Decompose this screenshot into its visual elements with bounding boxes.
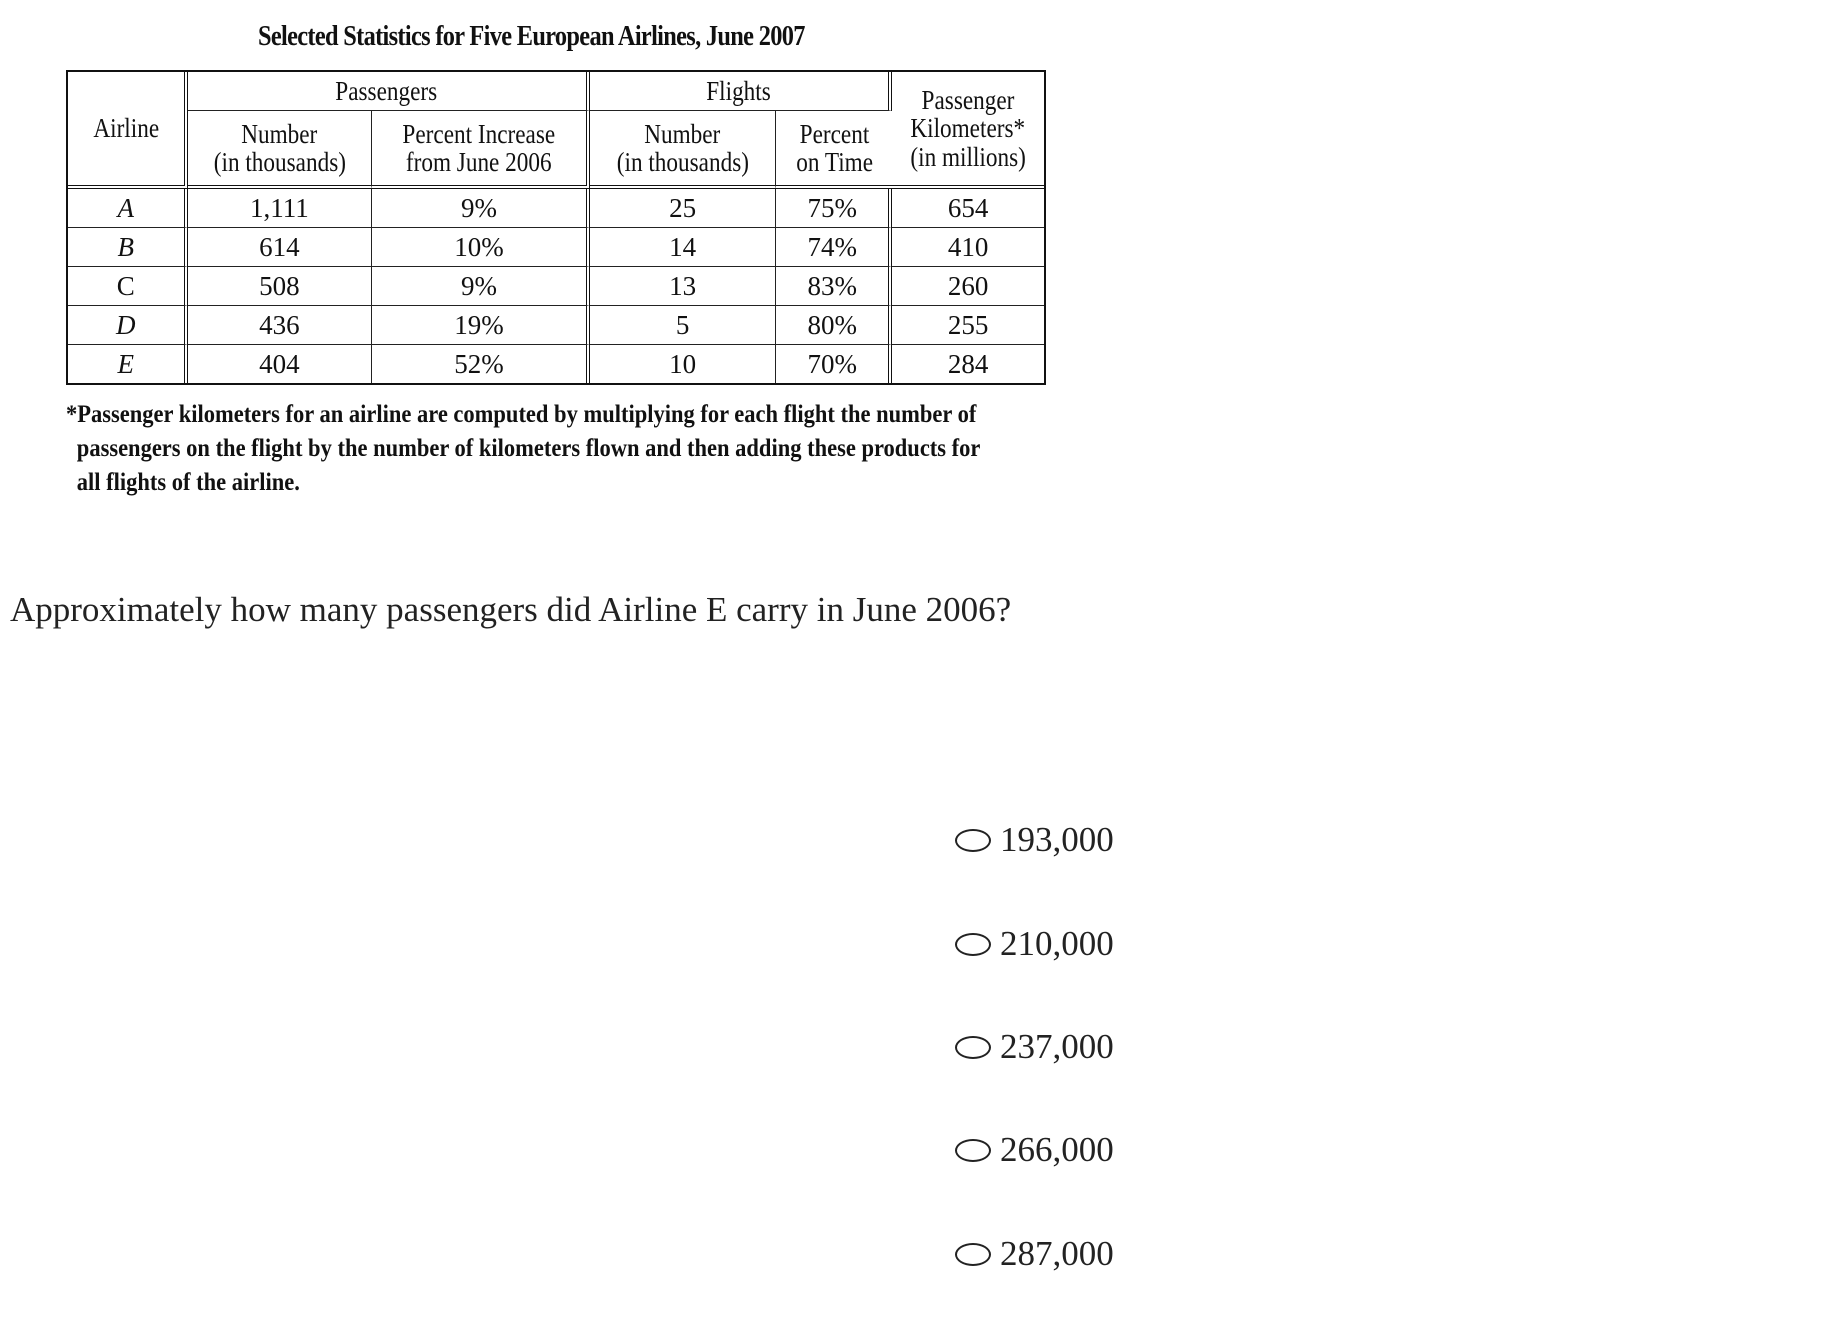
answer-choice-label: 237,000	[1000, 1027, 1114, 1066]
header-passenger-kilometers: Passenger Kilometers* (in millions)	[892, 72, 1044, 189]
header-airline: Airline	[68, 72, 188, 189]
cell-flights-percent: 80%	[776, 306, 892, 345]
cell-passenger-kilometers: 410	[892, 228, 1044, 267]
cell-passengers-number: 614	[188, 228, 373, 267]
cell-flights-percent: 70%	[776, 345, 892, 383]
cell-airline: B	[68, 228, 188, 267]
question-text: Approximately how many passengers did Airline E carry in June 2006?	[10, 590, 1012, 629]
cell-flights-number: 10	[590, 345, 777, 383]
radio-button-icon[interactable]	[955, 1139, 991, 1162]
radio-button-icon[interactable]	[955, 829, 991, 852]
cell-passengers-percent: 52%	[372, 345, 590, 383]
table-row	[68, 345, 1044, 383]
statistics-table	[66, 70, 1046, 385]
cell-passengers-percent: 9%	[372, 189, 590, 228]
figure-title: Selected Statistics for Five European Airlines, June 2007	[258, 20, 805, 52]
header-flights-group: Flights	[590, 72, 892, 111]
table-row	[68, 267, 1044, 306]
radio-button-icon[interactable]	[955, 1036, 991, 1059]
cell-passengers-number: 508	[188, 267, 373, 306]
radio-button-icon[interactable]	[955, 1243, 991, 1266]
answer-choice-label: 193,000	[1000, 820, 1114, 859]
answer-choice-4[interactable]	[955, 1130, 1114, 1170]
cell-passengers-number: 436	[188, 306, 373, 345]
answer-choice-label: 266,000	[1000, 1130, 1114, 1169]
header-passengers-number: Number (in thousands)	[188, 111, 373, 189]
cell-passenger-kilometers: 654	[892, 189, 1044, 228]
cell-passengers-number: 1,111	[188, 189, 373, 228]
footnote-line: *Passenger kilometers for an airline are computed by multiplying for each flight the number of	[66, 401, 977, 428]
table-row	[68, 228, 1044, 267]
cell-passengers-percent: 19%	[372, 306, 590, 345]
cell-flights-number: 25	[590, 189, 777, 228]
answer-choice-3[interactable]	[955, 1027, 1114, 1067]
cell-flights-percent: 74%	[776, 228, 892, 267]
header-flights-percent-on-time: Percent on Time	[776, 111, 892, 189]
radio-button-icon[interactable]	[955, 933, 991, 956]
answer-choice-1[interactable]	[955, 820, 1114, 860]
footnote-line: all flights of the airline.	[76, 469, 300, 496]
cell-flights-number: 13	[590, 267, 777, 306]
cell-airline: E	[68, 345, 188, 383]
answer-choice-2[interactable]	[955, 924, 1114, 964]
answer-choice-label: 287,000	[1000, 1234, 1114, 1273]
cell-passenger-kilometers: 284	[947, 348, 989, 379]
table-row	[68, 189, 1044, 228]
header-flights-number: Number (in thousands)	[590, 111, 777, 189]
cell-flights-percent: 75%	[776, 189, 892, 228]
cell-flights-number: 14	[590, 228, 777, 267]
table-footnote	[66, 398, 996, 500]
cell-passenger-kilometers: 255	[892, 306, 1044, 345]
cell-airline: A	[68, 189, 188, 228]
cell-passengers-percent: 9%	[372, 267, 590, 306]
cell-passengers-percent: 10%	[372, 228, 590, 267]
footnote-line: passengers on the flight by the number of kilometers flown and then adding these products for	[76, 435, 981, 462]
cell-passengers-number: 404	[188, 345, 373, 383]
table-row	[68, 306, 1044, 345]
header-passengers-group: Passengers	[188, 72, 590, 111]
cell-flights-number: 5	[590, 306, 777, 345]
cell-airline: C	[68, 267, 188, 306]
cell-airline: D	[68, 306, 188, 345]
header-passengers-percent-increase: Percent Increase from June 2006	[372, 111, 590, 189]
answer-choice-label: 210,000	[1000, 924, 1114, 963]
cell-flights-percent: 83%	[776, 267, 892, 306]
answer-choice-5[interactable]	[955, 1234, 1114, 1274]
cell-passenger-kilometers: 260	[892, 267, 1044, 306]
